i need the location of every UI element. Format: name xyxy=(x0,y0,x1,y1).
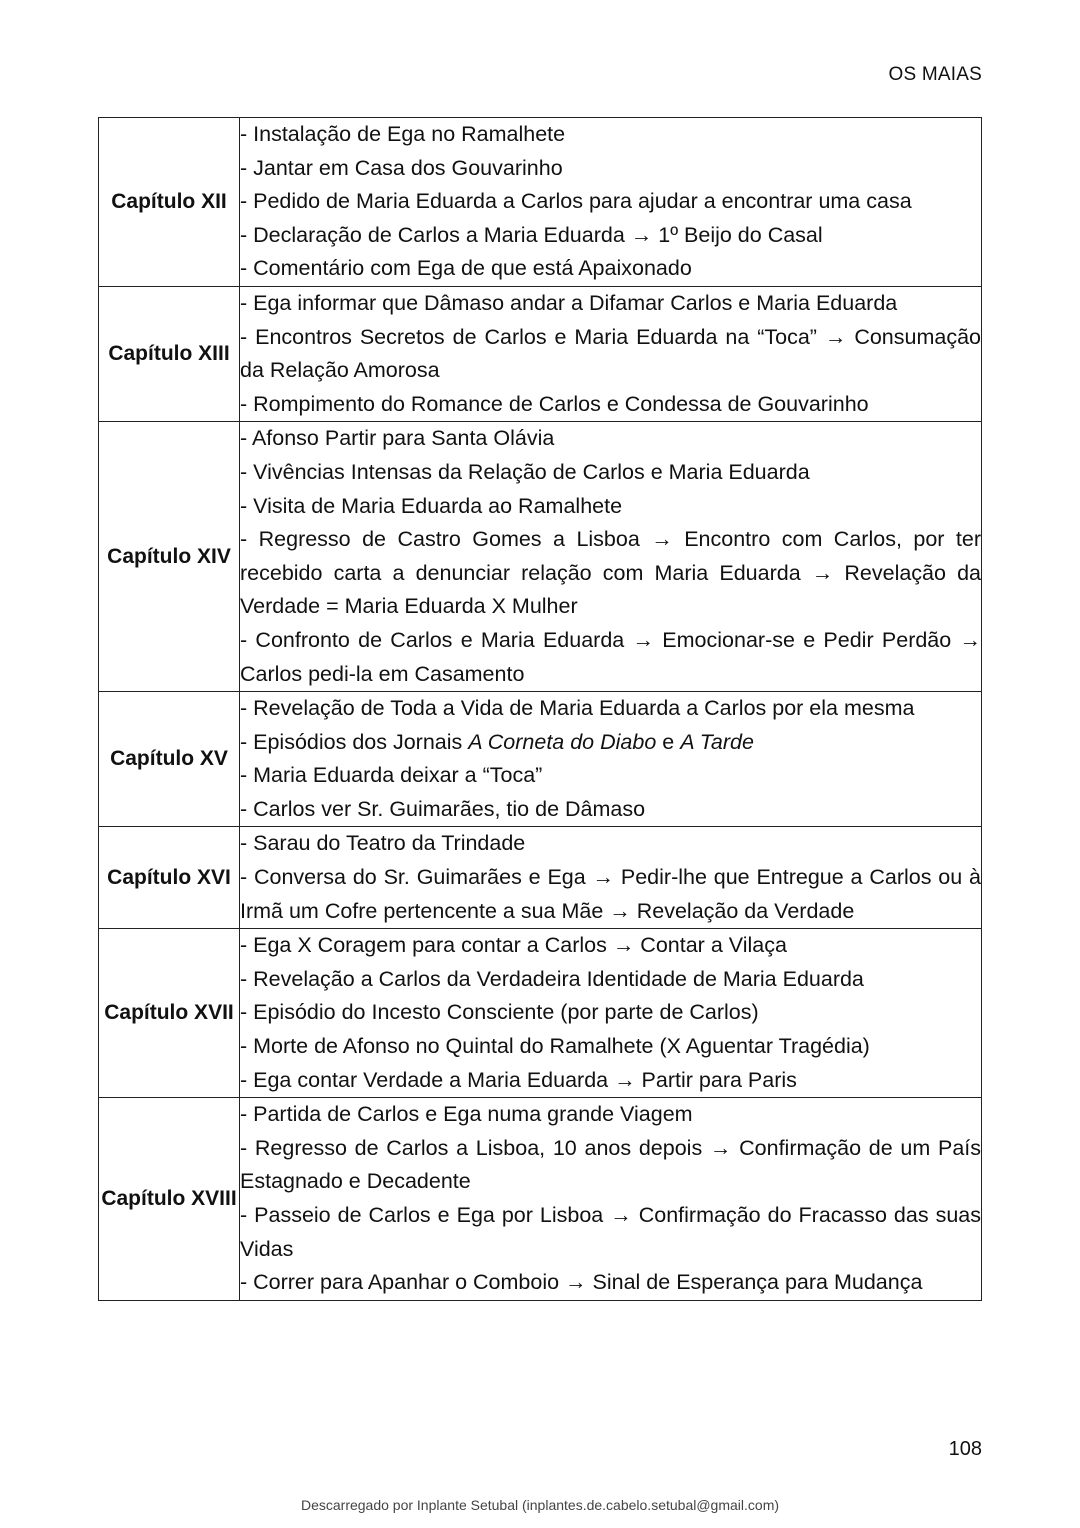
chapter-label: Capítulo XVIII xyxy=(99,1098,240,1301)
chapter-events xyxy=(240,692,982,827)
event-item: - Visita de Maria Eduarda ao Ramalhete xyxy=(240,493,623,518)
chapter-label: Capítulo XVI xyxy=(99,827,240,929)
table-row xyxy=(99,1098,982,1301)
event-item: - Conversa do Sr. Guimarães e Ega → Pedir-lhe que Entregue a Carlos ou à Irmã um Cofre pertencente a sua Mãe → Revelação da Verdade xyxy=(240,865,981,923)
event-item: - Ega informar que Dâmaso andar a Difamar Carlos e Maria Eduarda xyxy=(240,290,898,315)
event-text: - Episódios dos Jornais xyxy=(240,729,469,754)
chapter-label: Capítulo XIII xyxy=(99,286,240,421)
event-item: - Afonso Partir para Santa Olávia xyxy=(240,426,555,451)
page-number: 108 xyxy=(948,1438,982,1460)
chapter-events xyxy=(240,1098,982,1301)
event-item: - Revelação de Toda a Vida de Maria Eduarda a Carlos por ela mesma xyxy=(240,696,915,721)
chapter-events xyxy=(240,118,982,287)
chapter-label: Capítulo XV xyxy=(99,692,240,827)
table-row xyxy=(99,422,982,692)
event-item: - Episódio do Incesto Consciente (por parte de Carlos) xyxy=(240,1000,759,1025)
event-item: - Declaração de Carlos a Maria Eduarda → 1º Beijo do Casal xyxy=(240,222,823,247)
event-item: - Maria Eduarda deixar a “Toca” xyxy=(240,763,543,788)
download-footer: Descarregado por Inplante Setubal (inplantes.de.cabelo.setubal@gmail.com) xyxy=(300,1497,780,1513)
event-item: - Passeio de Carlos e Ega por Lisboa → Confirmação do Fracasso das suas Vidas xyxy=(240,1203,981,1261)
chapter-events xyxy=(240,929,982,1098)
event-item xyxy=(240,726,981,760)
table-row xyxy=(99,827,982,929)
chapter-label: Capítulo XIV xyxy=(99,422,240,692)
newspaper-title: A Corneta do Diabo xyxy=(468,729,657,754)
table-row xyxy=(99,692,982,827)
event-item: - Ega contar Verdade a Maria Eduarda → Partir para Paris xyxy=(240,1067,797,1092)
event-item: - Correr para Apanhar o Comboio → Sinal de Esperança para Mudança xyxy=(240,1270,923,1295)
chapter-events xyxy=(240,286,982,421)
event-item: - Confronto de Carlos e Maria Eduarda → Emocionar-se e Pedir Perdão → Carlos pedi-la em Casamento xyxy=(240,627,981,686)
event-item: - Jantar em Casa dos Gouvarinho xyxy=(240,155,563,180)
event-item: - Regresso de Carlos a Lisboa, 10 anos depois → Confirmação de um País Estagnado e Decadente xyxy=(240,1135,981,1194)
event-item: - Pedido de Maria Eduarda a Carlos para ajudar a encontrar uma casa xyxy=(240,189,912,214)
chapter-events xyxy=(240,422,982,692)
chapter-summary-table xyxy=(98,117,982,1301)
event-item: - Rompimento do Romance de Carlos e Condessa de Gouvarinho xyxy=(240,391,869,416)
event-item: - Instalação de Ega no Ramalhete xyxy=(240,122,566,146)
event-item: - Partida de Carlos e Ega numa grande Viagem xyxy=(240,1102,693,1127)
chapter-events xyxy=(240,827,982,929)
event-item: - Revelação a Carlos da Verdadeira Identidade de Maria Eduarda xyxy=(240,966,864,991)
event-item: - Morte de Afonso no Quintal do Ramalhete (X Aguentar Tragédia) xyxy=(240,1034,870,1059)
newspaper-title: A Tarde xyxy=(680,729,754,754)
table-row xyxy=(99,118,982,287)
event-item: - Sarau do Teatro da Trindade xyxy=(240,831,526,856)
chapter-label: Capítulo XVII xyxy=(99,929,240,1098)
table-row xyxy=(99,286,982,421)
event-item: - Carlos ver Sr. Guimarães, tio de Dâmaso xyxy=(240,796,646,821)
document-header-title: OS MAIAS xyxy=(888,64,982,85)
event-item: - Regresso de Castro Gomes a Lisboa → Encontro com Carlos, por ter recebido carta a denunciar relação com Maria Eduarda → Revelação da Verdade = Maria Eduarda X Mulher xyxy=(240,527,981,619)
table-row xyxy=(99,929,982,1098)
event-text: e xyxy=(656,729,681,754)
chapter-label: Capítulo XII xyxy=(99,118,240,287)
event-item: - Vivências Intensas da Relação de Carlos e Maria Eduarda xyxy=(240,459,810,484)
table-body xyxy=(99,118,982,1301)
event-item: - Comentário com Ega de que está Apaixonado xyxy=(240,256,692,281)
event-item: - Ega X Coragem para contar a Carlos → Contar a Vilaça xyxy=(240,933,787,958)
event-item: - Encontros Secretos de Carlos e Maria Eduarda na “Toca” → Consumação da Relação Amorosa xyxy=(240,324,981,383)
